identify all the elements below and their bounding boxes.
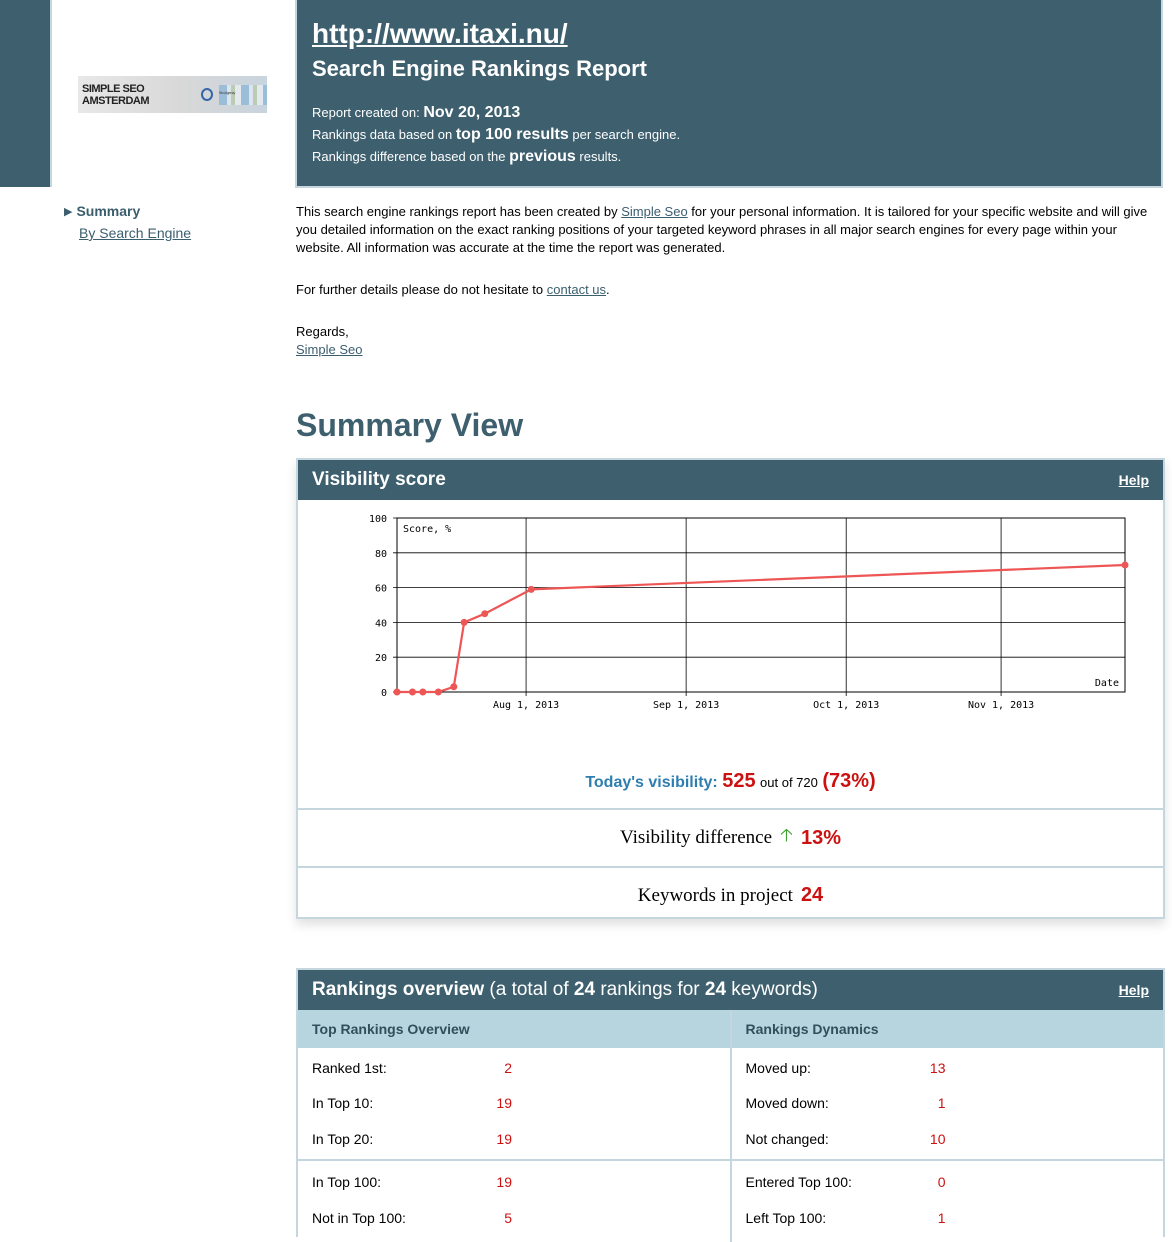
side-navigation bbox=[64, 203, 191, 241]
contact-paragraph bbox=[296, 281, 1164, 299]
ranking-row bbox=[298, 1165, 730, 1198]
data-point bbox=[450, 683, 457, 690]
nav-item-summary[interactable] bbox=[64, 203, 191, 219]
magnifier-icon bbox=[201, 88, 213, 101]
rankings-total: 24 bbox=[573, 979, 596, 1000]
y-tick-label: 100 bbox=[368, 514, 387, 525]
ranking-row bbox=[732, 1198, 1164, 1238]
ranking-row bbox=[298, 1052, 730, 1083]
data-point bbox=[435, 689, 442, 696]
ranking-value: 2 bbox=[504, 1059, 512, 1076]
data-point bbox=[1122, 561, 1129, 568]
report-header bbox=[295, 0, 1163, 188]
rankings-grid bbox=[298, 1010, 1163, 1242]
x-tick-label: Nov 1, 2013 bbox=[967, 700, 1035, 711]
rankings-sub-c: keywords) bbox=[726, 979, 818, 1000]
regards-text: Regards, bbox=[296, 324, 349, 339]
ranking-value: 0 bbox=[937, 1173, 946, 1190]
ranking-value: 10 bbox=[929, 1130, 946, 1147]
intro-paragraph bbox=[296, 203, 1164, 257]
data-point bbox=[409, 689, 416, 696]
intro-text bbox=[296, 203, 1164, 383]
rankings-sub-a: (a total of bbox=[489, 979, 574, 1000]
diff-label: Rankings difference based on the bbox=[312, 149, 506, 164]
today-percent: (73%) bbox=[822, 770, 876, 792]
created-date: Nov 20, 2013 bbox=[423, 104, 521, 121]
top-rankings-block-2 bbox=[298, 1159, 730, 1242]
ranking-label: Ranked 1st: bbox=[312, 1059, 387, 1076]
rankings-panel bbox=[296, 968, 1165, 1237]
ranking-value: 19 bbox=[496, 1173, 512, 1190]
ranking-value: 13 bbox=[929, 1059, 946, 1076]
keywords-total: 24 bbox=[704, 979, 727, 1000]
report-meta bbox=[312, 102, 1161, 168]
contact-text: For further details please do not hesitate to bbox=[296, 282, 547, 297]
todays-visibility bbox=[298, 770, 1163, 808]
y-axis-label: Score, % bbox=[403, 524, 452, 535]
intro-text-b: for your personal information. It is tailored for your specific website and will give you detailed information on the exact ranking positions of your targeted keyword phrases in all major search engines for every page within your website. All information was accurate at the time the report was generated. bbox=[296, 204, 1148, 255]
visibility-chart-svg bbox=[298, 500, 1163, 770]
logo-graphic bbox=[219, 85, 267, 105]
ranking-label: In Top 100: bbox=[312, 1173, 382, 1190]
ranking-value: 5 bbox=[504, 1210, 512, 1226]
x-tick-label: Aug 1, 2013 bbox=[492, 700, 560, 711]
basis-suffix: per search engine. bbox=[572, 127, 681, 142]
arrow-up-icon: 🡡 bbox=[780, 825, 793, 846]
y-tick-label: 80 bbox=[374, 548, 387, 560]
data-point bbox=[461, 619, 468, 626]
summary-view-heading: Summary View bbox=[296, 407, 524, 443]
rankings-dynamics-block-2 bbox=[732, 1159, 1164, 1242]
ranking-label: Moved up: bbox=[745, 1059, 811, 1076]
ranking-row bbox=[732, 1083, 1164, 1122]
visibility-panel-header bbox=[298, 460, 1163, 500]
nav-item-by-search-engine[interactable]: By Search Engine bbox=[79, 225, 192, 241]
ranking-label: Left Top 100: bbox=[745, 1210, 827, 1226]
visibility-help-link[interactable]: Help bbox=[1118, 472, 1149, 488]
company-logo[interactable] bbox=[78, 76, 267, 113]
ranking-value: 1 bbox=[937, 1210, 946, 1226]
keywords-value: 24 bbox=[800, 884, 824, 906]
rankings-panel-header bbox=[298, 970, 1163, 1010]
logo-text: SIMPLE SEO AMSTERDAM bbox=[82, 82, 149, 107]
visibility-difference-row bbox=[298, 808, 1163, 866]
today-value: 525 bbox=[722, 770, 756, 792]
ranking-row bbox=[732, 1052, 1164, 1083]
x-axis-label: Date bbox=[1094, 678, 1119, 689]
rankings-title: Rankings overview bbox=[312, 979, 485, 1000]
visibility-title: Visibility score bbox=[312, 469, 446, 490]
diff-value: previous bbox=[509, 148, 576, 165]
logo-tagline: Seo Agency bbox=[218, 89, 235, 95]
y-tick-label: 20 bbox=[374, 653, 387, 665]
contact-us-link[interactable]: contact us bbox=[546, 282, 607, 297]
rankings-dynamics-block-1 bbox=[732, 1048, 1164, 1159]
ranking-label: In Top 10: bbox=[312, 1094, 374, 1111]
ranking-value: 19 bbox=[496, 1094, 512, 1111]
basis-value: top 100 results bbox=[455, 126, 569, 143]
visibility-panel bbox=[296, 458, 1165, 919]
x-tick-label: Oct 1, 2013 bbox=[813, 700, 880, 711]
ranking-value: 1 bbox=[937, 1094, 946, 1111]
diff-suffix: results. bbox=[579, 149, 622, 164]
y-tick-label: 0 bbox=[380, 688, 387, 699]
data-point bbox=[528, 586, 535, 593]
x-tick-label: Sep 1, 2013 bbox=[653, 700, 720, 711]
basis-label: Rankings data based on bbox=[312, 127, 453, 142]
ranking-label: Entered Top 100: bbox=[745, 1173, 852, 1190]
ranking-row bbox=[732, 1122, 1164, 1155]
site-url-link[interactable]: http://www.itaxi.nu/ bbox=[312, 18, 568, 49]
simple-seo-link[interactable]: Simple Seo bbox=[621, 204, 688, 219]
y-tick-label: 40 bbox=[374, 618, 387, 630]
nav-summary-label: Summary bbox=[76, 203, 141, 219]
keywords-label: Keywords in project bbox=[637, 884, 793, 906]
today-label: Today's visibility: bbox=[585, 774, 718, 791]
report-title: Search Engine Rankings Report bbox=[312, 56, 647, 81]
ranking-label: Moved down: bbox=[745, 1094, 829, 1111]
rankings-sub-b: rankings for bbox=[595, 979, 705, 1000]
chart-plot-area bbox=[397, 518, 1125, 692]
ranking-label: Not changed: bbox=[745, 1130, 829, 1147]
ranking-value: 19 bbox=[496, 1130, 512, 1147]
ranking-row bbox=[298, 1083, 730, 1122]
rankings-title-wrap bbox=[312, 979, 818, 1001]
rankings-help-link[interactable]: Help bbox=[1118, 982, 1149, 998]
ranking-label: In Top 20: bbox=[312, 1130, 374, 1147]
rankings-dynamics-column bbox=[730, 1010, 1164, 1242]
ranking-row bbox=[732, 1165, 1164, 1198]
ranking-row bbox=[298, 1198, 730, 1238]
triangle-right-icon: ▶ bbox=[64, 205, 73, 218]
created-label: Report created on: bbox=[312, 105, 420, 120]
data-point bbox=[394, 689, 401, 696]
contact-period: . bbox=[606, 282, 610, 297]
ranking-label: Not in Top 100: bbox=[312, 1210, 406, 1226]
visibility-difference-value: 13% bbox=[800, 826, 841, 849]
visibility-difference-label: Visibility difference bbox=[619, 827, 773, 848]
top-rankings-header: Top Rankings Overview bbox=[298, 1010, 730, 1048]
signature-link[interactable]: Simple Seo bbox=[296, 342, 363, 357]
regards-paragraph bbox=[296, 323, 1164, 359]
rankings-dynamics-header: Rankings Dynamics bbox=[732, 1010, 1164, 1048]
top-rankings-column bbox=[298, 1010, 730, 1242]
keywords-row bbox=[298, 866, 1163, 923]
visibility-chart bbox=[298, 500, 1163, 770]
y-tick-label: 60 bbox=[374, 583, 387, 595]
ranking-row bbox=[298, 1122, 730, 1155]
data-point bbox=[481, 610, 488, 617]
data-point bbox=[419, 689, 426, 696]
today-out-of: out of 720 bbox=[760, 775, 818, 790]
intro-text-a: This search engine rankings report has been created by bbox=[296, 204, 622, 219]
top-rankings-block-1 bbox=[298, 1048, 730, 1159]
left-accent-strip bbox=[0, 0, 52, 187]
